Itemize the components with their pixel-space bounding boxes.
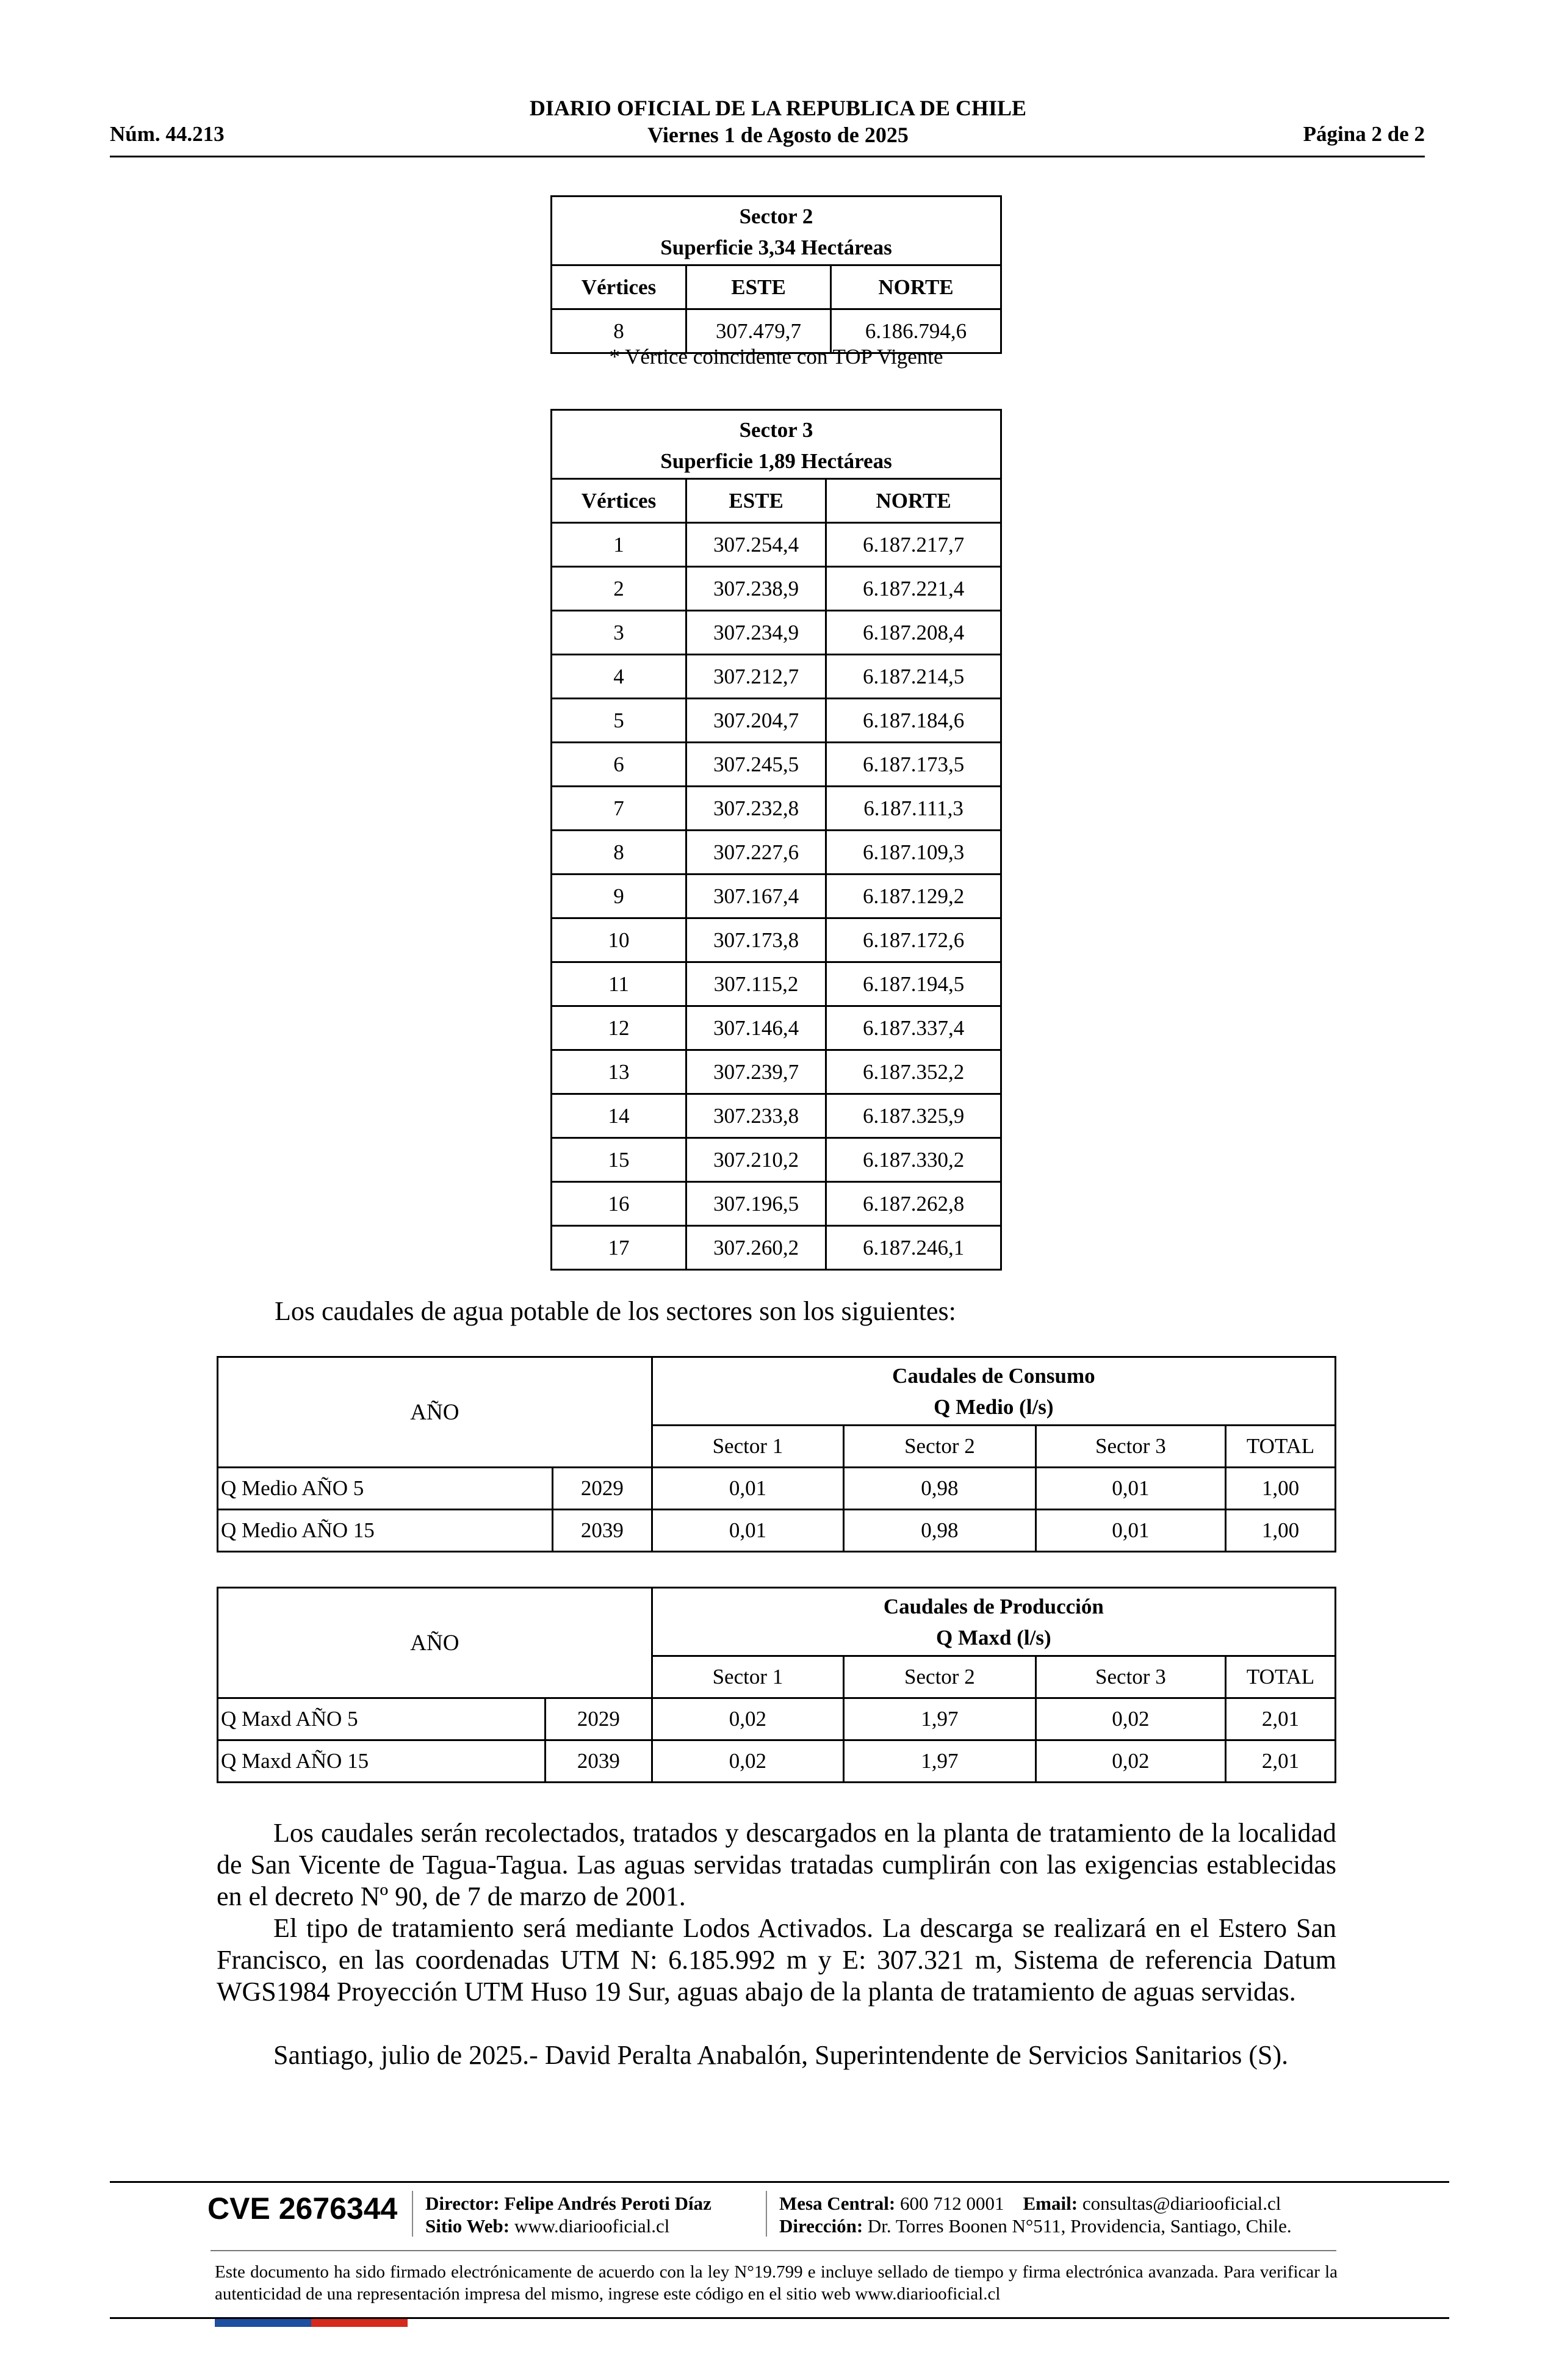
flag-stripe-blue <box>215 2319 311 2327</box>
flows-intro: Los caudales de agua potable de los sectores son los siguientes: <box>275 1296 956 1326</box>
col-total: TOTAL <box>1226 1656 1336 1698</box>
norte-cell: 6.187.172,6 <box>826 918 1001 962</box>
email-link[interactable]: consultas@diariooficial.cl <box>1082 2193 1281 2214</box>
consumption-table <box>217 1356 1336 1552</box>
body-text <box>217 1817 1336 2071</box>
este-cell: 307.115,2 <box>686 962 826 1006</box>
norte-cell: 6.187.352,2 <box>826 1050 1001 1094</box>
este-cell: 307.204,7 <box>686 699 826 743</box>
col-vertices: Vértices <box>552 479 686 523</box>
table-row <box>552 962 1001 1006</box>
cve-code: CVE 2676344 <box>207 2191 398 2226</box>
col-sector3: Sector 3 <box>1036 1426 1225 1468</box>
table-row <box>552 743 1001 787</box>
este-cell: 307.146,4 <box>686 1006 826 1050</box>
vertex-cell: 15 <box>552 1138 686 1182</box>
table-row <box>552 611 1001 655</box>
col-sector1: Sector 1 <box>652 1656 843 1698</box>
vertex-cell: 5 <box>552 699 686 743</box>
col-vertices: Vértices <box>552 265 686 309</box>
table-row <box>552 655 1001 699</box>
value-cell: 0,01 <box>652 1468 843 1510</box>
col-sector2: Sector 2 <box>844 1426 1036 1468</box>
vertex-cell: 17 <box>552 1226 686 1270</box>
vertex-cell: 16 <box>552 1182 686 1226</box>
value-cell: 2,01 <box>1226 1740 1336 1783</box>
este-cell: 307.260,2 <box>686 1226 826 1270</box>
row-year: 2029 <box>552 1468 652 1510</box>
col-norte: NORTE <box>831 265 1001 309</box>
value-cell: 0,01 <box>652 1510 843 1552</box>
norte-cell: 6.187.184,6 <box>826 699 1001 743</box>
table-row <box>552 787 1001 831</box>
norte-cell: 6.187.129,2 <box>826 874 1001 918</box>
sector3-title: Sector 3 <box>739 418 813 442</box>
este-cell: 307.212,7 <box>686 655 826 699</box>
signature: Santiago, julio de 2025.- David Peralta Anabalón, Superintendente de Servicios Sanitarios (S). <box>273 2040 1289 2070</box>
director-name: Felipe Andrés Peroti Díaz <box>504 2193 711 2214</box>
table-row <box>218 1510 1336 1552</box>
value-cell: 0,02 <box>1036 1698 1225 1740</box>
table-row <box>552 567 1001 611</box>
row-year: 2029 <box>545 1698 652 1740</box>
row-year: 2039 <box>552 1510 652 1552</box>
flag-stripe-red <box>311 2319 408 2327</box>
este-cell: 307.173,8 <box>686 918 826 962</box>
production-title: Caudales de Producción <box>883 1594 1104 1618</box>
footer-director-block <box>425 2192 711 2237</box>
este-cell: 307.238,9 <box>686 567 826 611</box>
value-cell: 0,98 <box>844 1510 1036 1552</box>
value-cell: 0,02 <box>652 1698 843 1740</box>
sector2-header <box>552 197 1001 265</box>
vertex-cell: 7 <box>552 787 686 831</box>
vertex-cell: 8 <box>552 309 686 353</box>
row-year: 2039 <box>545 1740 652 1783</box>
address-value: Dr. Torres Boonen N°511, Providencia, Santiago, Chile. <box>867 2215 1292 2237</box>
col-norte: NORTE <box>826 479 1001 523</box>
col-sector2: Sector 2 <box>844 1656 1036 1698</box>
este-cell: 307.245,5 <box>686 743 826 787</box>
este-cell: 307.196,5 <box>686 1182 826 1226</box>
col-este: ESTE <box>686 265 831 309</box>
value-cell: 1,00 <box>1226 1468 1336 1510</box>
vertex-cell: 6 <box>552 743 686 787</box>
norte-cell: 6.187.217,7 <box>826 523 1001 567</box>
vertex-cell: 8 <box>552 831 686 874</box>
este-cell: 307.254,4 <box>686 523 826 567</box>
value-cell: 0,98 <box>844 1468 1036 1510</box>
vertex-cell: 3 <box>552 611 686 655</box>
norte-cell: 6.187.194,5 <box>826 962 1001 1006</box>
sector3-table <box>550 409 1002 1271</box>
value-cell: 0,01 <box>1036 1510 1225 1552</box>
vertex-cell: 11 <box>552 962 686 1006</box>
row-label: Q Maxd AÑO 5 <box>218 1698 546 1740</box>
table-row <box>218 1698 1336 1740</box>
norte-cell: 6.187.325,9 <box>826 1094 1001 1138</box>
newspaper-title: DIARIO OFICIAL DE LA REPUBLICA DE CHILE <box>529 96 1027 120</box>
table-row <box>218 1468 1336 1510</box>
table-row <box>552 831 1001 874</box>
mesa-label: Mesa Central: <box>779 2193 896 2214</box>
table-row <box>552 1182 1001 1226</box>
table-row <box>552 523 1001 567</box>
value-cell: 0,02 <box>652 1740 843 1783</box>
footer-contact-block <box>779 2192 1292 2237</box>
vertex-cell: 1 <box>552 523 686 567</box>
vertex-cell: 9 <box>552 874 686 918</box>
email-label: Email: <box>1023 2193 1078 2214</box>
paragraph: El tipo de tratamiento será mediante Lodos Activados. La descarga se realizará en el Estero San Francisco, en las coordenadas UTM N: 6.185.992 m y E: 307.321 m, Sistema de referencia Datum WGS1984 Proyección UTM Huso 19 Sur, aguas abajo de la planta de tratamiento de aguas servidas. <box>217 1913 1336 2007</box>
este-cell: 307.233,8 <box>686 1094 826 1138</box>
site-link[interactable]: www.diariooficial.cl <box>514 2215 670 2237</box>
este-cell: 307.232,8 <box>686 787 826 831</box>
este-cell: 307.239,7 <box>686 1050 826 1094</box>
footer-separator <box>412 2191 413 2237</box>
production-header <box>652 1588 1335 1656</box>
site-label: Sitio Web: <box>425 2215 510 2237</box>
director-label: Director: <box>425 2193 500 2214</box>
norte-cell: 6.186.794,6 <box>831 309 1001 353</box>
sector2-table <box>550 195 1002 354</box>
col-sector1: Sector 1 <box>652 1426 843 1468</box>
norte-cell: 6.187.208,4 <box>826 611 1001 655</box>
sector3-surface: Superficie 1,89 Hectáreas <box>660 449 892 473</box>
table-row <box>552 699 1001 743</box>
norte-cell: 6.187.221,4 <box>826 567 1001 611</box>
row-label: Q Maxd AÑO 15 <box>218 1740 546 1783</box>
vertex-cell: 13 <box>552 1050 686 1094</box>
row-label: Q Medio AÑO 15 <box>218 1510 553 1552</box>
consumption-header <box>652 1357 1335 1426</box>
col-total: TOTAL <box>1226 1426 1336 1468</box>
value-cell: 2,01 <box>1226 1698 1336 1740</box>
table-row <box>552 874 1001 918</box>
norte-cell: 6.187.330,2 <box>826 1138 1001 1182</box>
sector2-title: Sector 2 <box>739 204 813 228</box>
issue-number: Núm. 44.213 <box>110 122 225 146</box>
value-cell: 1,00 <box>1226 1510 1336 1552</box>
footer-separator <box>766 2191 767 2237</box>
norte-cell: 6.187.111,3 <box>826 787 1001 831</box>
production-table <box>217 1587 1336 1783</box>
value-cell: 1,97 <box>844 1740 1036 1783</box>
este-cell: 307.210,2 <box>686 1138 826 1182</box>
vertex-cell: 12 <box>552 1006 686 1050</box>
page-indicator: Página 2 de 2 <box>1303 122 1425 146</box>
table-row <box>552 1226 1001 1270</box>
norte-cell: 6.187.173,5 <box>826 743 1001 787</box>
sector2-note: * Vértice coincidente con TOP Vigente <box>609 345 943 369</box>
col-sector3: Sector 3 <box>1036 1656 1225 1698</box>
table-row <box>552 1050 1001 1094</box>
value-cell: 0,01 <box>1036 1468 1225 1510</box>
este-cell: 307.479,7 <box>686 309 831 353</box>
este-cell: 307.227,6 <box>686 831 826 874</box>
year-header: AÑO <box>218 1588 652 1698</box>
este-cell: 307.167,4 <box>686 874 826 918</box>
issue-date: Viernes 1 de Agosto de 2025 <box>647 123 909 147</box>
header-divider <box>110 156 1425 157</box>
vertex-cell: 2 <box>552 567 686 611</box>
production-unit: Q Maxd (l/s) <box>936 1625 1051 1650</box>
norte-cell: 6.187.246,1 <box>826 1226 1001 1270</box>
paragraph: Los caudales serán recolectados, tratados y descargados en la planta de tratamiento de la localidad de San Vicente de Tagua-Tagua. Las aguas servidas tratadas cumplirán con las exigencias establecidas en el decreto Nº 90, de 7 de marzo de 2001. <box>217 1818 1336 1911</box>
norte-cell: 6.187.214,5 <box>826 655 1001 699</box>
footer-divider <box>110 2181 1449 2183</box>
sector2-surface: Superficie 3,34 Hectáreas <box>660 236 892 259</box>
norte-cell: 6.187.262,8 <box>826 1182 1001 1226</box>
sector3-header <box>552 410 1001 479</box>
consumption-unit: Q Medio (l/s) <box>934 1394 1054 1419</box>
vertex-cell: 10 <box>552 918 686 962</box>
legal-notice: Este documento ha sido firmado electrónicamente de acuerdo con la ley N°19.799 e incluye sellado de tiempo y firma electrónica avanzada. Para verificar la autenticidad de una representación impresa del mismo, ingrese este código en el sitio web www.diariooficial.cl <box>215 2262 1338 2304</box>
vertex-cell: 14 <box>552 1094 686 1138</box>
consumption-title: Caudales de Consumo <box>892 1363 1095 1388</box>
year-header: AÑO <box>218 1357 652 1468</box>
table-row <box>552 918 1001 962</box>
norte-cell: 6.187.337,4 <box>826 1006 1001 1050</box>
este-cell: 307.234,9 <box>686 611 826 655</box>
table-row <box>552 1138 1001 1182</box>
value-cell: 1,97 <box>844 1698 1036 1740</box>
table-row <box>218 1740 1336 1783</box>
mesa-phone: 600 712 0001 <box>900 2193 1004 2214</box>
table-row <box>552 1094 1001 1138</box>
col-este: ESTE <box>686 479 826 523</box>
address-label: Dirección: <box>779 2215 863 2237</box>
vertex-cell: 4 <box>552 655 686 699</box>
norte-cell: 6.187.109,3 <box>826 831 1001 874</box>
row-label: Q Medio AÑO 5 <box>218 1468 553 1510</box>
value-cell: 0,02 <box>1036 1740 1225 1783</box>
table-row <box>552 1006 1001 1050</box>
footer-inner-divider <box>211 2250 1336 2251</box>
